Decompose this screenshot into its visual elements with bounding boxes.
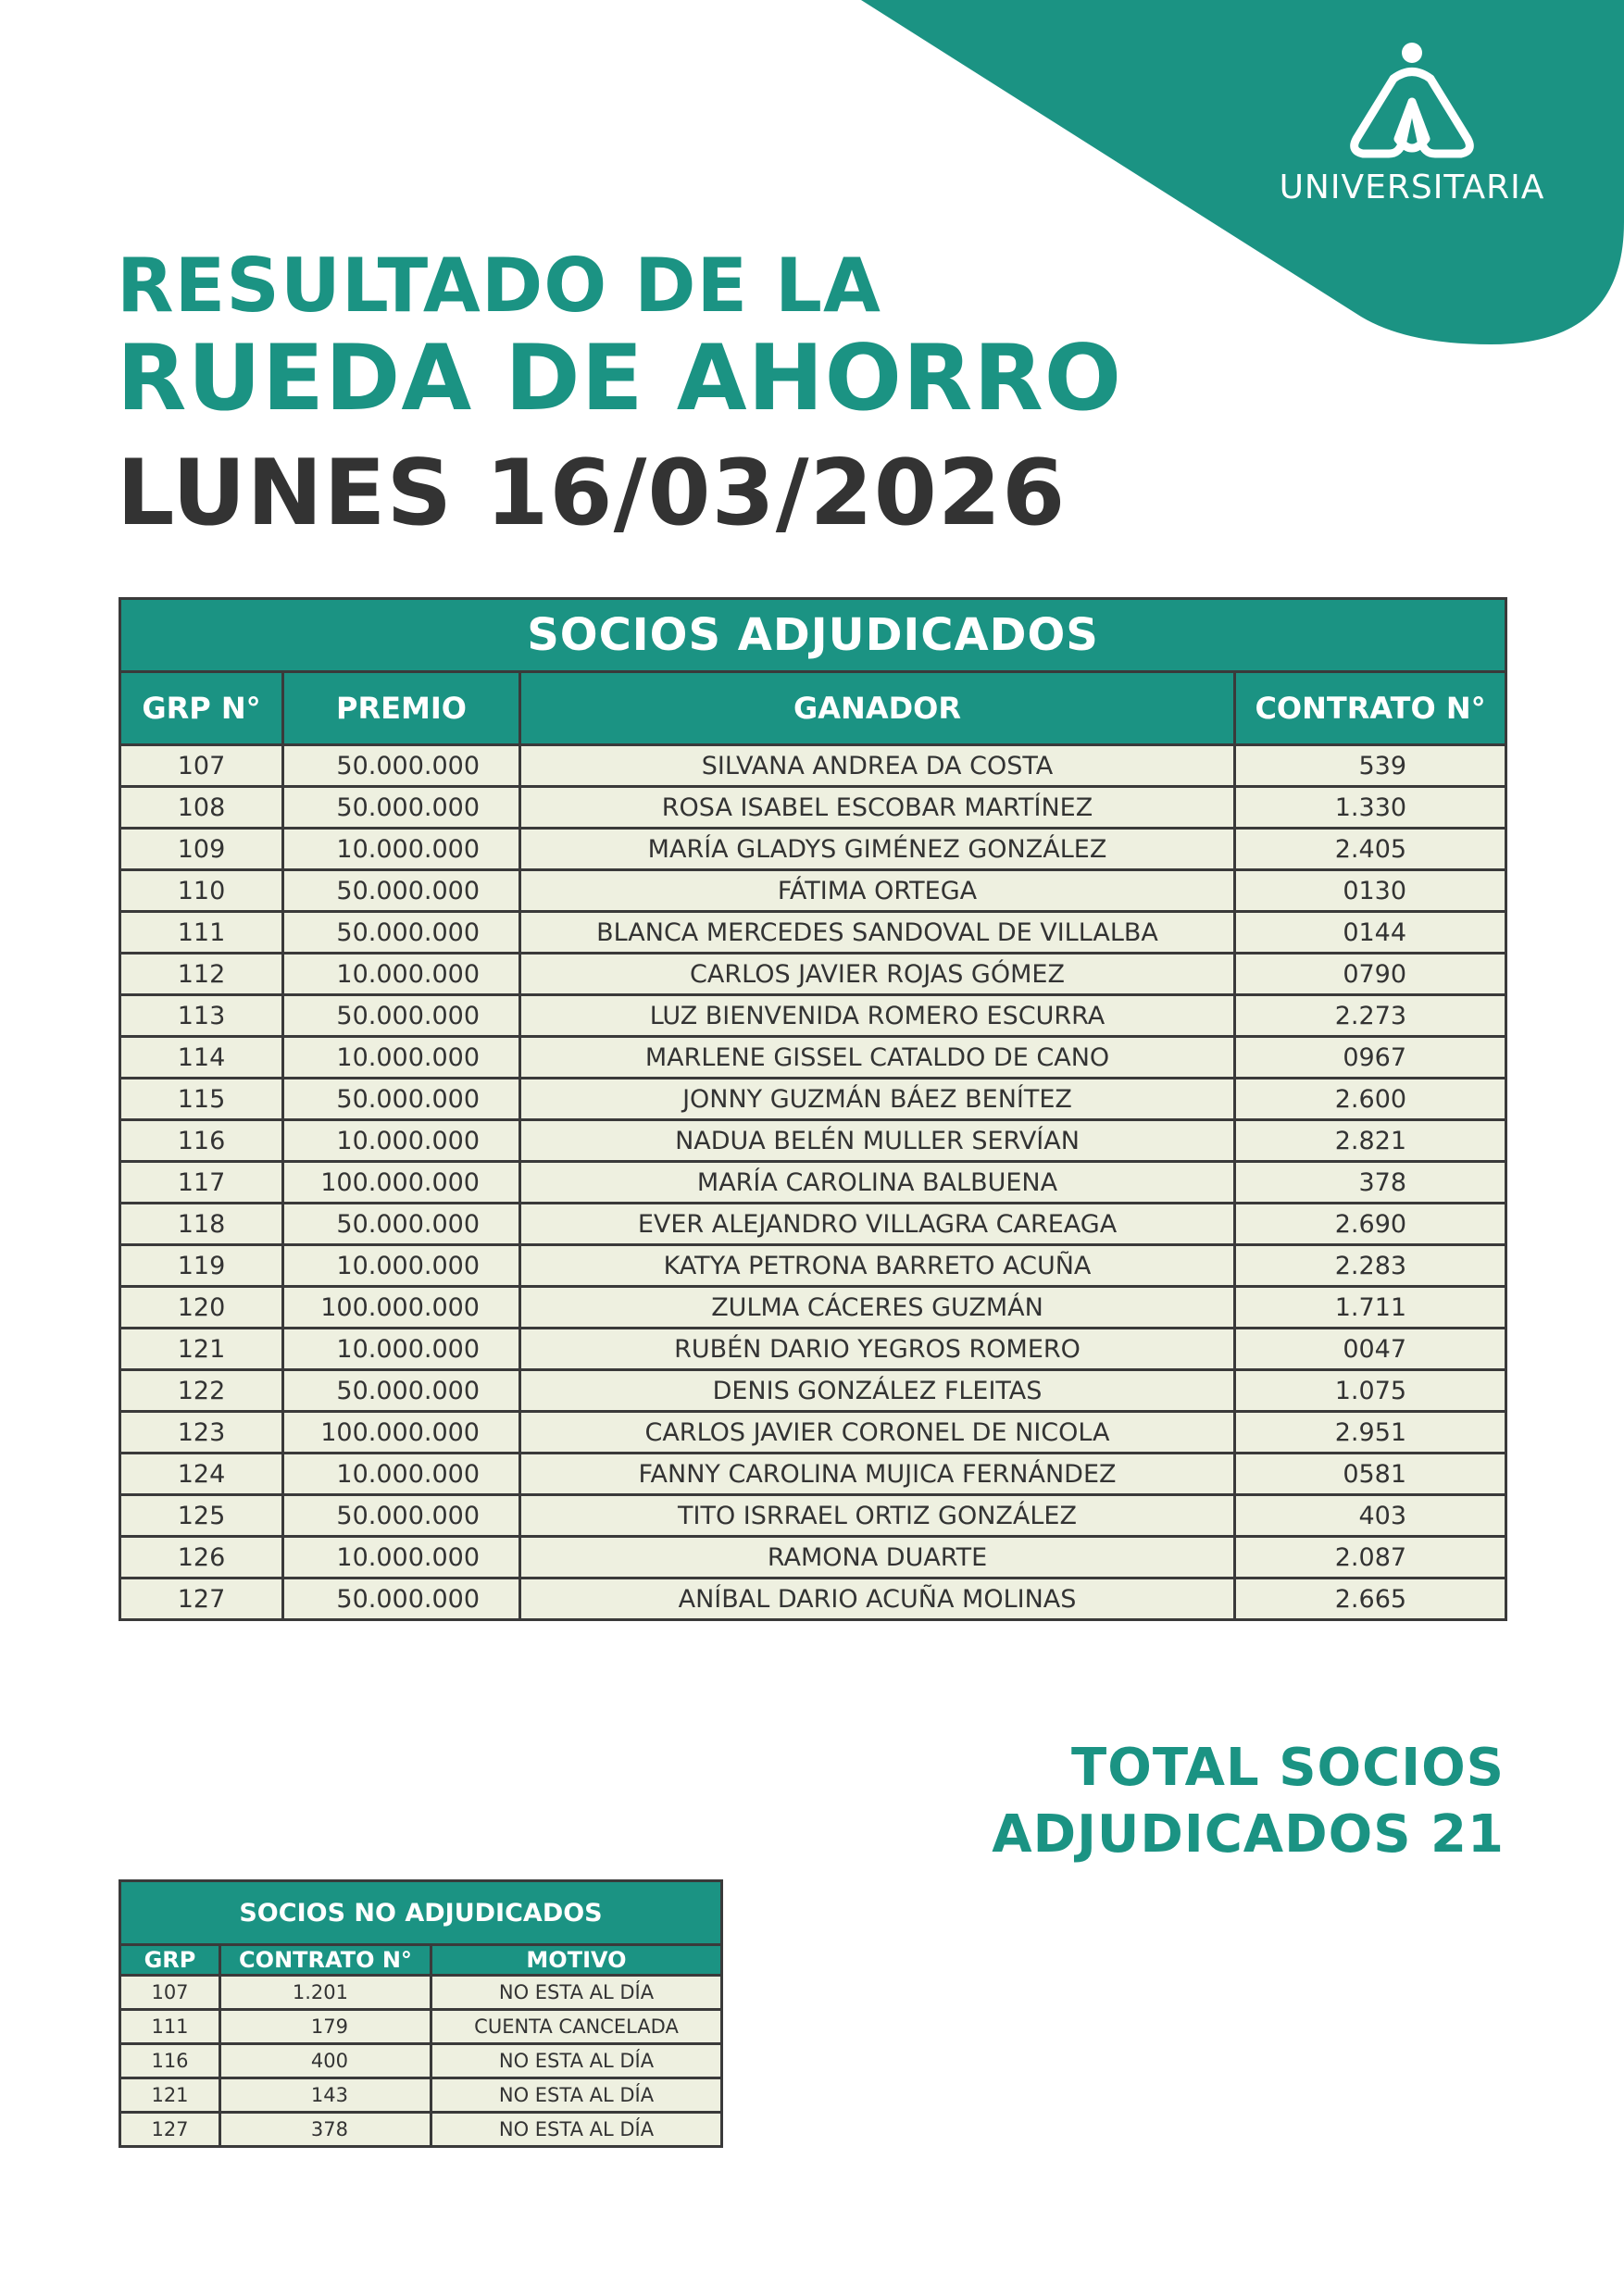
table-row <box>120 1120 1506 1162</box>
cell-ganador: CARLOS JAVIER CORONEL DE NICOLA <box>520 1412 1235 1454</box>
cell-grp: 124 <box>120 1454 283 1495</box>
cell-premio: 10.000.000 <box>283 954 520 995</box>
cell-grp: 111 <box>120 2010 220 2044</box>
page-title-line-1: RESULTADO DE LA <box>117 243 881 329</box>
col-header-contrato: CONTRATO N° <box>220 1945 431 1976</box>
table-row <box>120 1370 1506 1412</box>
total-line-2: ADJUDICADOS 21 <box>992 1804 1505 1865</box>
cell-contrato: 1.075 <box>1235 1370 1506 1412</box>
cell-ganador: FÁTIMA ORTEGA <box>520 870 1235 912</box>
table-row <box>120 2113 722 2147</box>
cell-grp: 126 <box>120 1537 283 1578</box>
no-adjudicados-table <box>119 1879 723 2148</box>
cell-contrato: 0144 <box>1235 912 1506 954</box>
page-date: LUNES 16/03/2026 <box>117 441 1067 546</box>
cell-contrato: 143 <box>220 2078 431 2113</box>
cell-contrato: 2.951 <box>1235 1412 1506 1454</box>
cell-premio: 50.000.000 <box>283 1495 520 1537</box>
table-row <box>120 1162 1506 1204</box>
col-header-motivo: MOTIVO <box>431 1945 722 1976</box>
cell-contrato: 2.273 <box>1235 995 1506 1037</box>
cell-ganador: SILVANA ANDREA DA COSTA <box>520 745 1235 787</box>
cell-premio: 10.000.000 <box>283 1120 520 1162</box>
cell-premio: 10.000.000 <box>283 829 520 870</box>
col-header-ganador: GANADOR <box>520 672 1235 745</box>
cell-contrato: 539 <box>1235 745 1506 787</box>
table-row <box>120 745 1506 787</box>
table-row <box>120 1245 1506 1287</box>
table-row <box>120 1287 1506 1329</box>
page-title-line-2: RUEDA DE AHORRO <box>117 326 1123 431</box>
table-row <box>120 2044 722 2078</box>
cell-grp: 116 <box>120 2044 220 2078</box>
brand-name: UNIVERSITARIA <box>1279 168 1545 206</box>
cell-contrato: 1.330 <box>1235 787 1506 829</box>
cell-contrato: 400 <box>220 2044 431 2078</box>
cell-grp: 127 <box>120 1578 283 1620</box>
cell-contrato: 403 <box>1235 1495 1506 1537</box>
cell-contrato: 378 <box>220 2113 431 2147</box>
cell-grp: 127 <box>120 2113 220 2147</box>
cell-ganador: MARÍA CAROLINA BALBUENA <box>520 1162 1235 1204</box>
cell-contrato: 179 <box>220 2010 431 2044</box>
table-row <box>120 1412 1506 1454</box>
cell-ganador: MARLENE GISSEL CATALDO DE CANO <box>520 1037 1235 1079</box>
cell-contrato: 2.690 <box>1235 1204 1506 1245</box>
cell-ganador: RUBÉN DARIO YEGROS ROMERO <box>520 1329 1235 1370</box>
cell-contrato: 1.201 <box>220 1976 431 2010</box>
table-row <box>120 829 1506 870</box>
no-adjudicados-caption: SOCIOS NO ADJUDICADOS <box>120 1881 722 1945</box>
table-row <box>120 954 1506 995</box>
table-row <box>120 870 1506 912</box>
cell-grp: 107 <box>120 745 283 787</box>
table-row <box>120 1037 1506 1079</box>
cell-ganador: ANÍBAL DARIO ACUÑA MOLINAS <box>520 1578 1235 1620</box>
total-adjudicados <box>833 1735 1505 1868</box>
cell-contrato: 2.665 <box>1235 1578 1506 1620</box>
cell-contrato: 1.711 <box>1235 1287 1506 1329</box>
cell-ganador: ZULMA CÁCERES GUZMÁN <box>520 1287 1235 1329</box>
cell-ganador: JONNY GUZMÁN BÁEZ BENÍTEZ <box>520 1079 1235 1120</box>
table-row <box>120 1495 1506 1537</box>
cell-premio: 100.000.000 <box>283 1412 520 1454</box>
cell-premio: 50.000.000 <box>283 870 520 912</box>
cell-premio: 100.000.000 <box>283 1162 520 1204</box>
cell-premio: 10.000.000 <box>283 1537 520 1578</box>
cell-ganador: NADUA BELÉN MULLER SERVÍAN <box>520 1120 1235 1162</box>
cell-contrato: 2.821 <box>1235 1120 1506 1162</box>
cell-premio: 50.000.000 <box>283 995 520 1037</box>
cell-grp: 122 <box>120 1370 283 1412</box>
cell-ganador: EVER ALEJANDRO VILLAGRA CAREAGA <box>520 1204 1235 1245</box>
cell-grp: 111 <box>120 912 283 954</box>
cell-grp: 108 <box>120 787 283 829</box>
cell-premio: 50.000.000 <box>283 745 520 787</box>
table-row <box>120 1204 1506 1245</box>
cell-contrato: 0581 <box>1235 1454 1506 1495</box>
cell-grp: 114 <box>120 1037 283 1079</box>
cell-premio: 50.000.000 <box>283 1079 520 1120</box>
cell-premio: 50.000.000 <box>283 912 520 954</box>
cell-grp: 123 <box>120 1412 283 1454</box>
cell-grp: 115 <box>120 1079 283 1120</box>
cell-grp: 109 <box>120 829 283 870</box>
table-row <box>120 1454 1506 1495</box>
table-row <box>120 995 1506 1037</box>
cell-contrato: 0130 <box>1235 870 1506 912</box>
cell-ganador: LUZ BIENVENIDA ROMERO ESCURRA <box>520 995 1235 1037</box>
cell-grp: 107 <box>120 1976 220 2010</box>
col-header-grp: GRP <box>120 1945 220 1976</box>
cell-grp: 112 <box>120 954 283 995</box>
col-header-contrato: CONTRATO N° <box>1235 672 1506 745</box>
cell-ganador: KATYA PETRONA BARRETO ACUÑA <box>520 1245 1235 1287</box>
cell-grp: 119 <box>120 1245 283 1287</box>
cell-contrato: 2.283 <box>1235 1245 1506 1287</box>
cell-contrato: 0790 <box>1235 954 1506 995</box>
cell-motivo: NO ESTA AL DÍA <box>431 2044 722 2078</box>
cell-motivo: CUENTA CANCELADA <box>431 2010 722 2044</box>
cell-grp: 120 <box>120 1287 283 1329</box>
table-row <box>120 912 1506 954</box>
cell-ganador: ROSA ISABEL ESCOBAR MARTÍNEZ <box>520 787 1235 829</box>
cell-contrato: 0967 <box>1235 1037 1506 1079</box>
col-header-grp: GRP N° <box>120 672 283 745</box>
cell-grp: 113 <box>120 995 283 1037</box>
cell-premio: 50.000.000 <box>283 1578 520 1620</box>
cell-grp: 121 <box>120 1329 283 1370</box>
table-row <box>120 1537 1506 1578</box>
table-row <box>120 2078 722 2113</box>
cell-contrato: 2.087 <box>1235 1537 1506 1578</box>
table-row <box>120 787 1506 829</box>
cell-ganador: FANNY CAROLINA MUJICA FERNÁNDEZ <box>520 1454 1235 1495</box>
table-row <box>120 1329 1506 1370</box>
cell-premio: 50.000.000 <box>283 1370 520 1412</box>
total-line-1: TOTAL SOCIOS <box>1071 1738 1505 1798</box>
cell-ganador: DENIS GONZÁLEZ FLEITAS <box>520 1370 1235 1412</box>
cell-ganador: TITO ISRRAEL ORTIZ GONZÁLEZ <box>520 1495 1235 1537</box>
table-row <box>120 1578 1506 1620</box>
cell-premio: 100.000.000 <box>283 1287 520 1329</box>
cell-motivo: NO ESTA AL DÍA <box>431 1976 722 2010</box>
cell-ganador: CARLOS JAVIER ROJAS GÓMEZ <box>520 954 1235 995</box>
cell-contrato: 2.600 <box>1235 1079 1506 1120</box>
table-row <box>120 2010 722 2044</box>
cell-premio: 10.000.000 <box>283 1245 520 1287</box>
cell-grp: 121 <box>120 2078 220 2113</box>
cell-grp: 118 <box>120 1204 283 1245</box>
cell-ganador: MARÍA GLADYS GIMÉNEZ GONZÁLEZ <box>520 829 1235 870</box>
table-row <box>120 1976 722 2010</box>
adjudicados-table <box>119 597 1507 1621</box>
cell-ganador: BLANCA MERCEDES SANDOVAL DE VILLALBA <box>520 912 1235 954</box>
cell-motivo: NO ESTA AL DÍA <box>431 2113 722 2147</box>
cell-contrato: 2.405 <box>1235 829 1506 870</box>
cell-grp: 110 <box>120 870 283 912</box>
cell-premio: 10.000.000 <box>283 1329 520 1370</box>
cell-grp: 117 <box>120 1162 283 1204</box>
col-header-premio: PREMIO <box>283 672 520 745</box>
cell-contrato: 0047 <box>1235 1329 1506 1370</box>
cell-premio: 50.000.000 <box>283 787 520 829</box>
cell-premio: 10.000.000 <box>283 1454 520 1495</box>
cell-grp: 116 <box>120 1120 283 1162</box>
adjudicados-caption: SOCIOS ADJUDICADOS <box>120 599 1506 672</box>
cell-motivo: NO ESTA AL DÍA <box>431 2078 722 2113</box>
table-row <box>120 1079 1506 1120</box>
cell-contrato: 378 <box>1235 1162 1506 1204</box>
cell-premio: 10.000.000 <box>283 1037 520 1079</box>
cell-ganador: RAMONA DUARTE <box>520 1537 1235 1578</box>
cell-premio: 50.000.000 <box>283 1204 520 1245</box>
cell-grp: 125 <box>120 1495 283 1537</box>
